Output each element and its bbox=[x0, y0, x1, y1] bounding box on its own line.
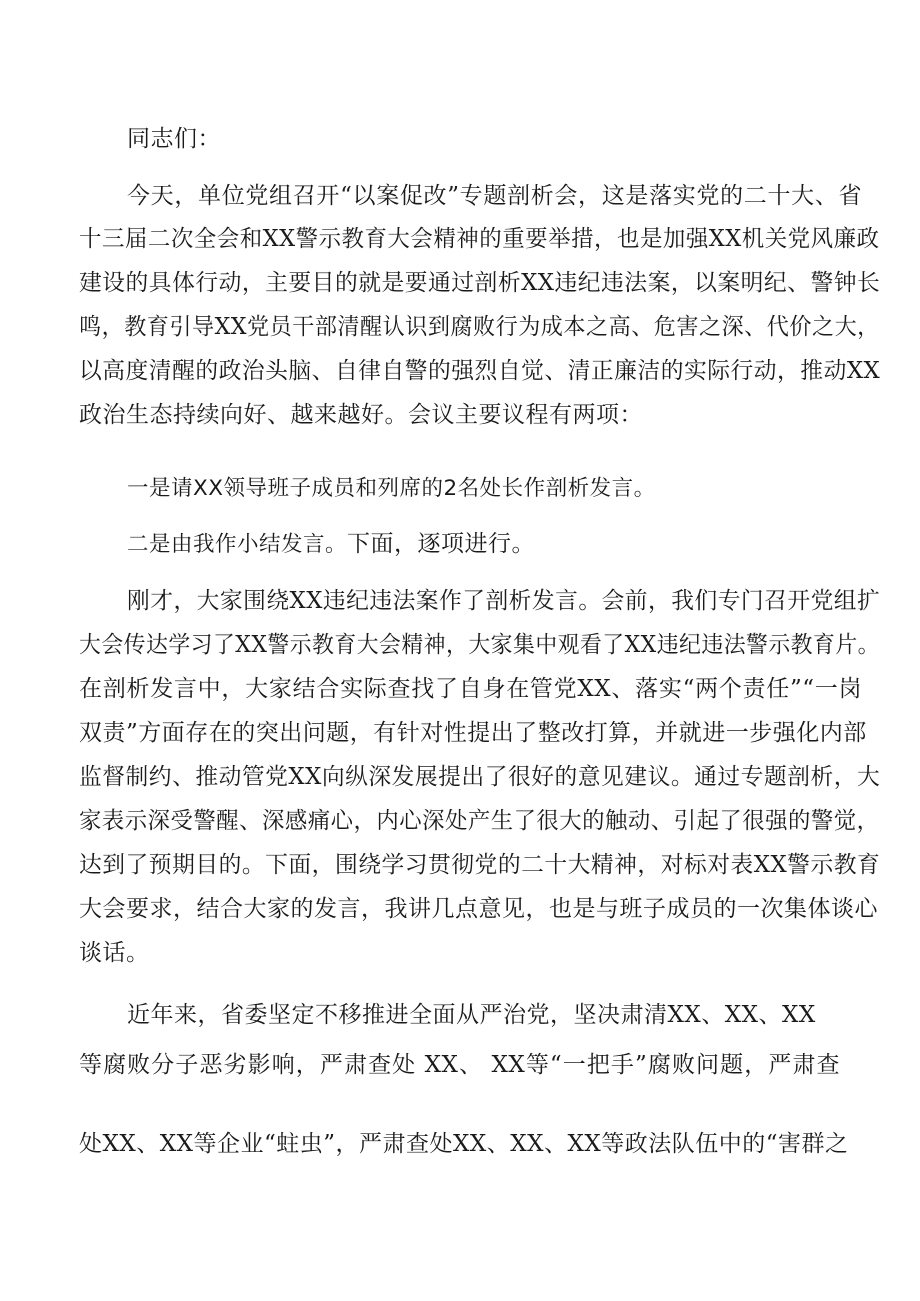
paragraph-1-line-1: 今天，单位党组召开“以案促改”专题剖析会，这是落实党的二十大、省 bbox=[127, 183, 862, 209]
paragraph-2-line-8: 大会要求，结合大家的发言，我讲几点意见，也是与班子成员的一次集体谈心 bbox=[79, 896, 878, 922]
agenda-item-2 bbox=[127, 529, 535, 560]
paragraph-1-line-5: 以高度清醒的政治头脑、自律自警的强烈自觉、清正廉洁的实际行动，推动XX bbox=[79, 358, 881, 384]
paragraph-1-line-6: 政治生态持续向好、越来越好。会议主要议程有两项： bbox=[79, 402, 643, 428]
agenda-item-2-rest: 下面，逐项进行。 bbox=[347, 531, 536, 557]
paragraph-2-line-2: 大会传达学习了XX警示教育大会精神，大家集中观看了XX违纪违法警示教育片。 bbox=[79, 632, 880, 658]
paragraph-2-line-3: 在剖析发言中，大家结合实际查找了自身在管党XX、落实“两个责任”“一岗 bbox=[79, 676, 862, 702]
paragraph-2-line-7: 达到了预期目的。下面，围绕学习贯彻党的二十大精神，对标对表XX警示教育 bbox=[79, 852, 881, 878]
paragraph-2-line-4: 双责”方面存在的突出问题，有针对性提出了整改打算，并就进一步强化内部 bbox=[79, 720, 867, 746]
paragraph-1-line-3: 建设的具体行动，主要目的就是要通过剖析XX违纪违法案，以案明纪、警钟长 bbox=[79, 270, 881, 296]
paragraph-2-line-5: 监督制约、推动管党XX向纵深发展提出了很好的意见建议。通过专题剖析，大 bbox=[79, 764, 881, 790]
paragraph-3-line-1: 近年来，省委坚定不移推进全面从严治党，坚决肃清XX、XX、XX bbox=[127, 1002, 816, 1028]
paragraph-1-line-2: 十三届二次全会和XX警示教育大会精神的重要举措，也是加强XX机关党风廉政 bbox=[79, 226, 880, 252]
paragraph-2-line-9: 谈话。 bbox=[79, 940, 150, 966]
paragraph-3-line-2: 等腐败分子恶劣影响，严肃查处 XX、 XX等“一把手”腐败问题，严肃查 bbox=[79, 1052, 840, 1078]
paragraph-2-line-6: 家表示深受警醒、深感痛心，内心深处产生了很大的触动、引起了很强的警觉， bbox=[79, 808, 880, 834]
agenda-item-1: 一是请XX领导班子成员和列席的2名处长作剖析发言。 bbox=[127, 476, 656, 501]
agenda-item-2-lead: 二是由我作小结发言。 bbox=[127, 532, 348, 557]
paragraph-1-line-4: 鸣，教育引导XX党员干部清醒认识到腐败行为成本之高、危害之深、代价之大， bbox=[79, 314, 880, 340]
paragraph-2-line-1: 刚才，大家围绕XX违纪违法案作了剖析发言。会前，我们专门召开党组扩 bbox=[127, 588, 881, 614]
salutation: 同志们： bbox=[127, 126, 221, 152]
paragraph-3-line-3: 处XX、XX等企业“蛀虫”，严肃查处XX、XX、XX等政法队伍中的“害群之 bbox=[79, 1131, 849, 1157]
